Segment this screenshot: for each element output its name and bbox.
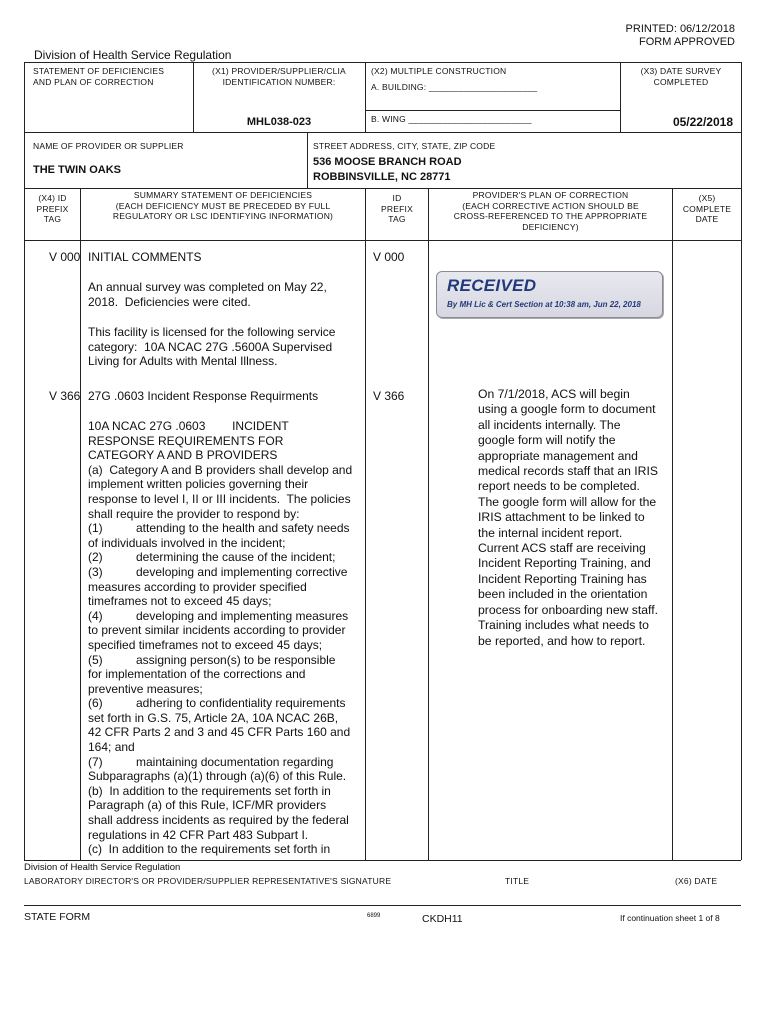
x2-label: (X2) MULTIPLE CONSTRUCTION	[371, 66, 507, 76]
v366-body: 10A NCAC 27G .0603 INCIDENT RESPONSE REQUIREMENTS FOR CATEGORY A AND B PROVIDERS (a) Category A and B providers shall develop and implement written policies governing their response to level I, II or III incidents. The policies shall require the provider to respond by: (1) attending to the health and safety needs of individuals involved in the incident; (2) determining the cause of the incident; (3) developing and implementing corrective measures according to provider specified timeframes not to exceed 45 days; (4) developing and implementing measures to prevent similar incidents according to provider specified timeframes not to exceed 45 days; (5) assigning person(s) to be responsible for implementation of the corrections and preventive measures; (6) adhering to confidentiality requirements set forth in G.S. 75, Article 2A, 10A NCAC 26B, 42 CFR Parts 2 and 3 and 45 CFR Parts 160 and 164; and (7) maintaining documentation regarding Subparagraphs (a)(1) through (a)(6) of this Rule. (b) In addition to the requirements set forth in Paragraph (a) of this Rule, ICF/MR providers shall address incidents as required by the federal regulations in 42 CFR Part 483 Subpart I. (c) In addition to the requirements set forth in	[88, 419, 353, 857]
v000-title: INITIAL COMMENTS	[88, 250, 202, 264]
date-label: (X6) DATE	[675, 876, 718, 886]
event-id: CKDH11	[422, 913, 463, 925]
x4-header: (X4) ID PREFIX TAG	[36, 193, 69, 224]
footer-agency: Division of Health Service Regulation	[24, 862, 181, 873]
address-label: STREET ADDRESS, CITY, STATE, ZIP CODE	[313, 141, 496, 151]
v000-tag: V 000	[49, 250, 81, 264]
received-stamp	[436, 271, 663, 318]
building-label: A. BUILDING: ______________________	[371, 82, 538, 92]
v366-tag-right: V 366	[373, 389, 405, 403]
v366-tag: V 366	[49, 389, 81, 403]
title-label: TITLE	[505, 876, 530, 886]
id-tag-header: ID PREFIX TAG	[381, 193, 413, 224]
agency-title: Division of Health Service Regulation	[34, 48, 232, 62]
form-approved: FORM APPROVED	[639, 36, 735, 48]
stamp-title: RECEIVED	[447, 276, 537, 295]
form-code: 6899	[367, 913, 381, 919]
address-line1: 536 MOOSE BRANCH ROAD	[313, 156, 462, 168]
x3-label: (X3) DATE SURVEY COMPLETED	[640, 66, 722, 87]
v000-tag-right: V 000	[373, 250, 405, 264]
provider-id: MHL038-023	[246, 116, 312, 128]
statement-label: STATEMENT OF DEFICIENCIES AND PLAN OF CORRECTION	[33, 66, 165, 87]
v366-title: 27G .0603 Incident Response Requirments	[88, 389, 319, 403]
continuation-sheet: If continuation sheet 1 of 8	[620, 913, 720, 923]
printed-date: PRINTED: 06/12/2018	[625, 23, 735, 35]
plan-header: PROVIDER'S PLAN OF CORRECTION (EACH CORRECTIVE ACTION SHOULD BE CROSS-REFERENCED TO THE APPROPRIATE DEFICIENCY)	[453, 190, 648, 232]
v000-paragraph-1: An annual survey was completed on May 22, 2018. Deficiencies were cited.	[88, 280, 327, 309]
provider-name: THE TWIN OAKS	[33, 164, 121, 176]
address-line2: ROBBINSVILLE, NC 28771	[313, 171, 451, 183]
wing-label: B. WING _________________________	[371, 114, 532, 124]
print-info	[626, 23, 735, 49]
summary-header: SUMMARY STATEMENT OF DEFICIENCIES (EACH DEFICIENCY MUST BE PRECEDED BY FULL REGULATORY OR LSC IDENTIFYING INFORMATION)	[112, 190, 334, 221]
survey-date: 05/22/2018	[672, 115, 733, 129]
provider-name-label: NAME OF PROVIDER OR SUPPLIER	[33, 141, 184, 151]
state-form-label: STATE FORM	[24, 911, 91, 923]
v000-paragraph-2: This facility is licensed for the following service category: 10A NCAC 27G .5600A Supervised Living for Adults with Mental Illness.	[88, 325, 336, 369]
x1-label: (X1) PROVIDER/SUPPLIER/CLIA IDENTIFICATION NUMBER:	[212, 66, 346, 87]
x5-header: (X5) COMPLETE DATE	[682, 193, 732, 224]
plan-of-correction-text: On 7/1/2018, ACS will begin using a google form to document all incidents internally. The google form will notify the appropriate management and medical records staff that an IRIS report needs to be completed. The google form will allow for the IRIS attachment to be linked to the internal incident report. Current ACS staff are receiving Incident Reporting Training, and Incident Reporting Training has been included in the orientation process for onboarding new staff. Training includes what needs to be reported, and how to report.	[478, 387, 658, 648]
signature-label: LABORATORY DIRECTOR'S OR PROVIDER/SUPPLIER REPRESENTATIVE'S SIGNATURE	[24, 876, 392, 886]
stamp-subtitle: By MH Lic & Cert Section at 10:38 am, Jun 22, 2018	[447, 300, 641, 309]
